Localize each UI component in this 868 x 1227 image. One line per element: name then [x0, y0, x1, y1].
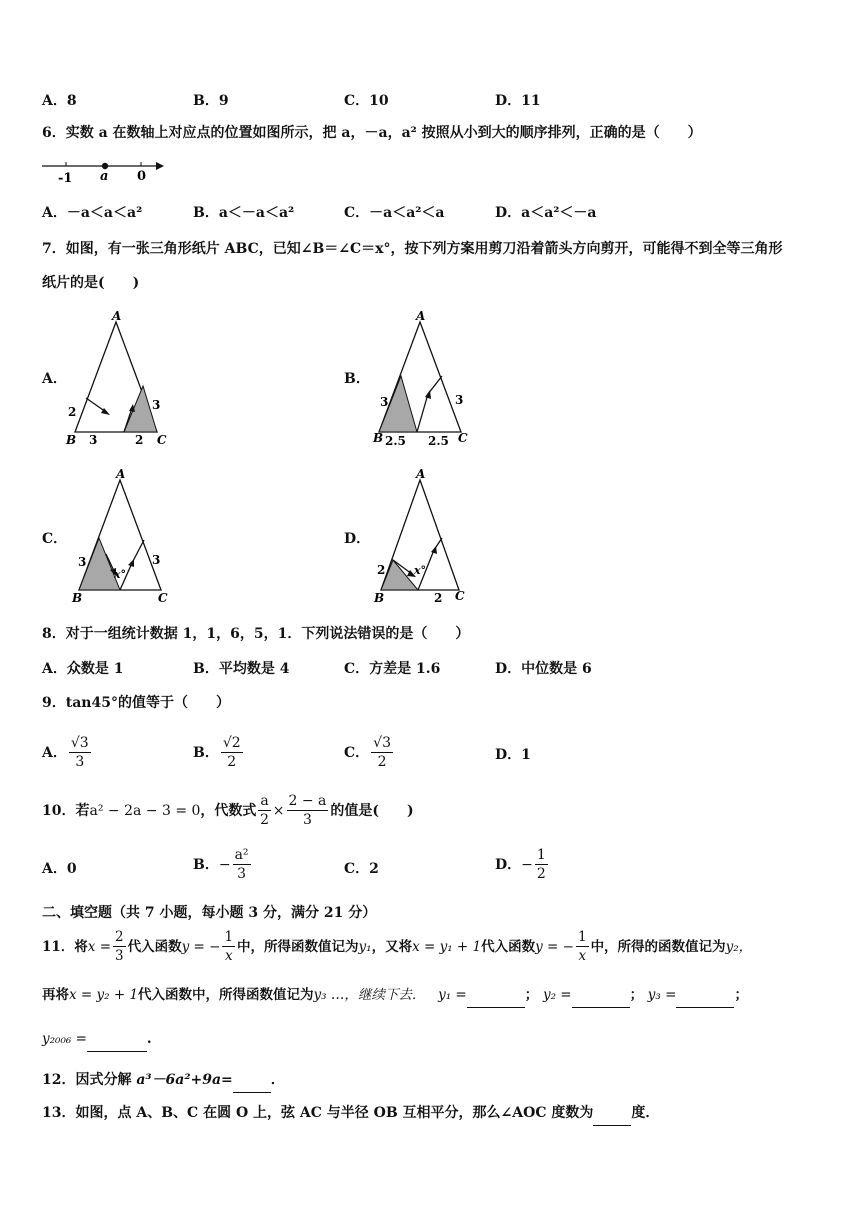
svg-text:B: B — [374, 591, 385, 605]
svg-text:C: C — [458, 431, 468, 445]
q7-figure-d — [372, 466, 492, 608]
q7-option-d[interactable]: D． — [344, 531, 371, 547]
q11-line1: 11．将 x = $\frac{2}{3}$ 代入函数 y = − $\frac{1}{x}$ 中，所得函数值记为 y₁ ，又将 x = y₁ + 1 代入函数 y = − $\frac{1}{x}$ 中，所得的函数值记为 y₂， — [42, 929, 753, 964]
q10-stem: 10．若 a² − 2a − 3 = 0 ，代数式 $\frac{a}{2}$ × $\frac{2 - a}{3}$ 的值是( ) — [42, 793, 414, 828]
svg-text:A: A — [116, 467, 126, 481]
svg-text:2: 2 — [135, 433, 144, 447]
q7-option-c[interactable]: C． — [42, 531, 68, 547]
q8-option-c[interactable]: C．方差是 1.6 — [344, 661, 441, 677]
q6-option-a[interactable]: A．－a＜a＜a² — [42, 205, 143, 221]
svg-text:3: 3 — [152, 553, 161, 567]
q9-option-b[interactable]: B． $\frac{√2}{2}$ — [193, 735, 241, 770]
svg-text:A: A — [416, 309, 426, 323]
q7-option-b[interactable]: B． — [344, 371, 370, 387]
q7-figure-c — [68, 466, 188, 608]
svg-text:3: 3 — [152, 398, 161, 412]
q5-option-b[interactable]: B．9 — [193, 93, 229, 109]
q7-stem-line1: 7．如图，有一张三角形纸片 ABC，已知∠B＝∠C＝x°，按下列方案用剪刀沿着箭头方向剪开，可能得不到全等三角形 — [42, 241, 783, 257]
svg-text:-1: -1 — [58, 171, 73, 186]
q13-answer-blank[interactable] — [593, 1125, 631, 1126]
q5-option-d[interactable]: D．11 — [495, 93, 541, 109]
q6-stem: 6．实数 a 在数轴上对应点的位置如图所示，把 a，－a，a² 按照从小到大的顺序排列，正确的是（ ） — [42, 125, 702, 141]
svg-text:3: 3 — [78, 555, 87, 569]
svg-text:B: B — [373, 431, 384, 445]
q12-stem: 12．因式分解 a³－6a²+9a= ． — [42, 1067, 285, 1093]
svg-text:2: 2 — [434, 591, 443, 605]
q9-stem: 9．tan45°的值等于（ ） — [42, 695, 230, 711]
q6-number-line — [40, 156, 170, 186]
svg-text:3: 3 — [455, 393, 464, 407]
q8-option-a[interactable]: A．众数是 1 — [42, 661, 124, 677]
q7-option-a[interactable]: A． — [42, 371, 67, 387]
svg-text:x°: x° — [114, 568, 127, 581]
q11-y3-answer-blank[interactable] — [676, 1007, 734, 1008]
svg-text:A: A — [416, 467, 426, 481]
svg-text:A: A — [112, 309, 122, 323]
q6-option-c[interactable]: C．－a＜a²＜a — [344, 205, 445, 221]
q8-stem: 8．对于一组统计数据 1，1，6，5，1．下列说法错误的是（ ） — [42, 626, 470, 642]
q8-option-d[interactable]: D．中位数是 6 — [495, 661, 592, 677]
q11-y1-answer-blank[interactable] — [467, 1007, 525, 1008]
svg-text:2: 2 — [377, 563, 386, 577]
q9-b-fraction: $\frac{√2}{2}$ — [222, 735, 241, 770]
q13-stem: 13．如图，点 A、B、C 在圆 O 上，弦 AC 与半径 OB 互相平分，那么∠AOC 度数为 度． — [42, 1100, 659, 1126]
svg-text:2: 2 — [68, 405, 77, 419]
q7-figure-b — [370, 308, 490, 450]
q11-line3: y₂₀₀₆ = . — [42, 1026, 152, 1052]
q10-option-d[interactable]: D． − $\frac{1}{2}$ — [495, 847, 546, 882]
q5-option-a[interactable]: A．8 — [42, 93, 77, 109]
q11-y2006-answer-blank[interactable] — [87, 1051, 147, 1052]
svg-text:B: B — [66, 433, 77, 447]
q10-option-b[interactable]: B． − $\frac{\text{a²}}{3}$ — [193, 847, 249, 882]
q11-line2: 再将x = y₂ + 1代入函数中，所得函数值记为y₃ …，继续下去． y₁ = ； y₂ = ； y₃ = ； — [42, 982, 748, 1008]
svg-text:C: C — [157, 433, 167, 447]
svg-text:a: a — [100, 169, 109, 184]
q9-option-c[interactable]: C． $\frac{√3}{2}$ — [344, 735, 391, 770]
q6-option-d[interactable]: D．a＜a²＜－a — [495, 205, 597, 221]
svg-text:C: C — [158, 591, 168, 605]
q7-stem-line2: 纸片的是( ) — [42, 275, 140, 291]
q8-option-b[interactable]: B．平均数是 4 — [193, 661, 290, 677]
q6-option-b[interactable]: B．a＜－a＜a² — [193, 205, 295, 221]
q7-figure-a — [62, 308, 182, 450]
svg-text:3: 3 — [380, 395, 389, 409]
svg-text:2.5: 2.5 — [428, 434, 449, 448]
q10-option-c[interactable]: C．2 — [344, 861, 379, 877]
section-2-heading: 二、填空题（共 7 小题，每小题 3 分，满分 21 分） — [42, 905, 377, 921]
svg-text:B: B — [72, 591, 83, 605]
svg-text:2.5: 2.5 — [385, 434, 406, 448]
svg-text:x°: x° — [414, 564, 427, 577]
svg-text:0: 0 — [137, 169, 147, 184]
q9-option-a[interactable]: A． $\frac{√3}{3}$ — [42, 735, 89, 770]
q9-c-fraction: $\frac{√3}{2}$ — [373, 735, 391, 770]
q11-y2-answer-blank[interactable] — [572, 1007, 630, 1008]
q9-a-fraction: $\frac{√3}{3}$ — [70, 735, 89, 770]
q5-option-c[interactable]: C．10 — [344, 93, 389, 109]
q10-option-a[interactable]: A．0 — [42, 861, 77, 877]
svg-text:3: 3 — [89, 433, 98, 447]
svg-text:C: C — [455, 589, 465, 603]
q12-answer-blank[interactable] — [233, 1092, 271, 1093]
q9-option-d[interactable]: D．1 — [495, 747, 531, 763]
